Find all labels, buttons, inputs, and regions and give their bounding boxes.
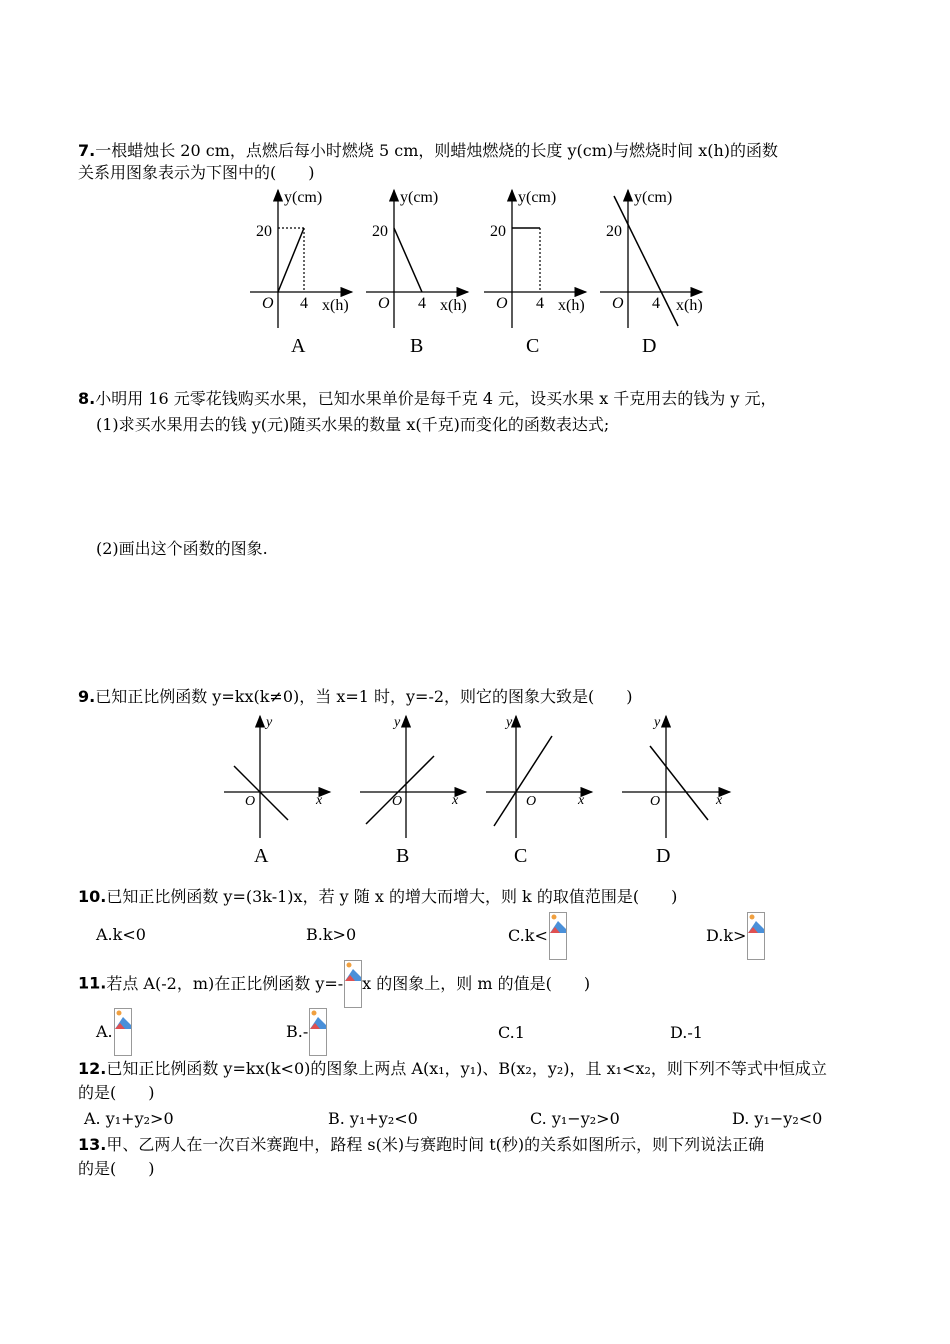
q7-option-d: D [642,335,657,357]
q7-line1: 7.一根蜡烛长 20 cm，点燃后每小时燃烧 5 cm，则蜡烛燃烧的长度 y(cm)与燃烧时间 x(h)的函数 [78,141,779,160]
q7-graph-c [484,189,586,328]
q13-line1: 13.甲、乙两人在一次百米赛跑中，路程 s(米)与赛跑时间 t(秒)的关系如图所示，则下列说法正确 [78,1135,765,1154]
svg-text:y: y [394,715,401,730]
q9-option-a: A [254,845,269,867]
q7-option-b: B [410,335,424,357]
q12-option-d: D. y₁−y₂<0 [732,1109,823,1128]
q10-option-c: C.k< [508,912,567,960]
svg-text:O: O [612,295,624,312]
q12-number: 12. [78,1059,107,1078]
q9-graph-c [486,715,592,838]
svg-text:x(h): x(h) [558,297,585,314]
q10-option-d: D.k> [706,912,765,960]
svg-text:20: 20 [490,223,506,240]
svg-text:20: 20 [606,223,622,240]
q9-graphs [0,712,950,842]
q10-option-a: A.k<0 [96,925,146,944]
broken-image-icon [344,960,362,1008]
svg-text:y(cm): y(cm) [284,189,323,206]
svg-text:y: y [654,715,661,730]
q13-number: 13. [78,1135,107,1154]
q7-graph-a [250,189,352,328]
svg-text:O: O [378,295,390,312]
broken-image-icon [114,1008,132,1056]
q11-option-b: B.- [286,1008,327,1056]
q10-number: 10. [78,887,107,906]
svg-text:y(cm): y(cm) [400,189,439,206]
q13-line2: 的是( ) [78,1159,155,1178]
q9-graph-d [622,715,730,838]
q7-graph-d [600,189,703,328]
svg-text:4: 4 [652,295,660,312]
q12-option-a: A. y₁+y₂>0 [84,1109,174,1128]
q9-option-d: D [656,845,671,867]
q8-part1: (1)求买水果用去的钱 y(元)随买水果的数量 x(千克)而变化的函数表达式; [96,415,610,434]
svg-text:20: 20 [256,223,272,240]
q11-option-a: A. [96,1008,132,1056]
q10-line1: 10.已知正比例函数 y=(3k-1)x，若 y 随 x 的增大而增大，则 k 的取值范围是( ) [78,887,678,906]
q11-line1: 11.若点 A(-2，m)在正比例函数 y=- x 的图象上，则 m 的值是( ) [78,960,590,1008]
broken-image-icon [747,912,765,960]
svg-text:x: x [578,793,585,808]
svg-text:4: 4 [536,295,544,312]
q7-graph-b [366,189,468,328]
svg-text:O: O [392,794,403,809]
broken-image-icon [309,1008,327,1056]
svg-text:y: y [506,715,513,730]
svg-text:x(h): x(h) [440,297,467,314]
q9-graph-a [224,715,330,838]
q11-number: 11. [78,973,107,993]
q8-line1: 8.小明用 16 元零花钱购买水果，已知水果单价是每千克 4 元，设买水果 x 千克用去的钱为 y 元， [78,389,777,408]
svg-text:x(h): x(h) [322,297,349,314]
svg-text:O: O [526,794,537,809]
q7-line2: 关系用图象表示为下图中的( ) [78,163,315,182]
q9-line1: 9.已知正比例函数 y=kx(k≠0)，当 x=1 时，y=-2，则它的图象大致是( ) [78,687,633,706]
q8-part2: (2)画出这个函数的图象. [96,539,268,558]
svg-text:x: x [716,793,723,808]
svg-text:y(cm): y(cm) [634,189,673,206]
q9-graph-b [360,715,466,838]
q8-number: 8. [78,389,96,408]
q10-option-b: B.k>0 [306,925,357,944]
q7-option-c: C [526,335,540,357]
broken-image-icon [549,912,567,960]
svg-text:4: 4 [418,295,426,312]
svg-text:y(cm): y(cm) [518,189,557,206]
svg-text:O: O [650,794,661,809]
q11-option-c: C.1 [498,1023,525,1042]
svg-text:x: x [452,793,459,808]
q12-option-b: B. y₁+y₂<0 [328,1109,418,1128]
q12-line1: 12.已知正比例函数 y=kx(k<0)的图象上两点 A(x₁，y₁)、B(x₂，y₂)，且 x₁<x₂，则下列不等式中恒成立 [78,1059,827,1078]
q7-graphs [0,180,950,360]
svg-text:x(h): x(h) [676,297,703,314]
q7-number: 7. [78,141,96,160]
svg-text:x: x [316,793,323,808]
svg-text:4: 4 [300,295,308,312]
q9-option-b: B [396,845,410,867]
q12-line2: 的是( ) [78,1083,155,1102]
q9-number: 9. [78,687,96,706]
q12-option-c: C. y₁−y₂>0 [530,1109,620,1128]
svg-text:O: O [245,794,256,809]
svg-text:20: 20 [372,223,388,240]
q7-option-a: A [291,335,306,357]
svg-text:O: O [496,295,508,312]
svg-text:O: O [262,295,274,312]
q11-option-d: D.-1 [670,1023,703,1042]
q9-option-c: C [514,845,528,867]
svg-text:y: y [266,715,273,730]
